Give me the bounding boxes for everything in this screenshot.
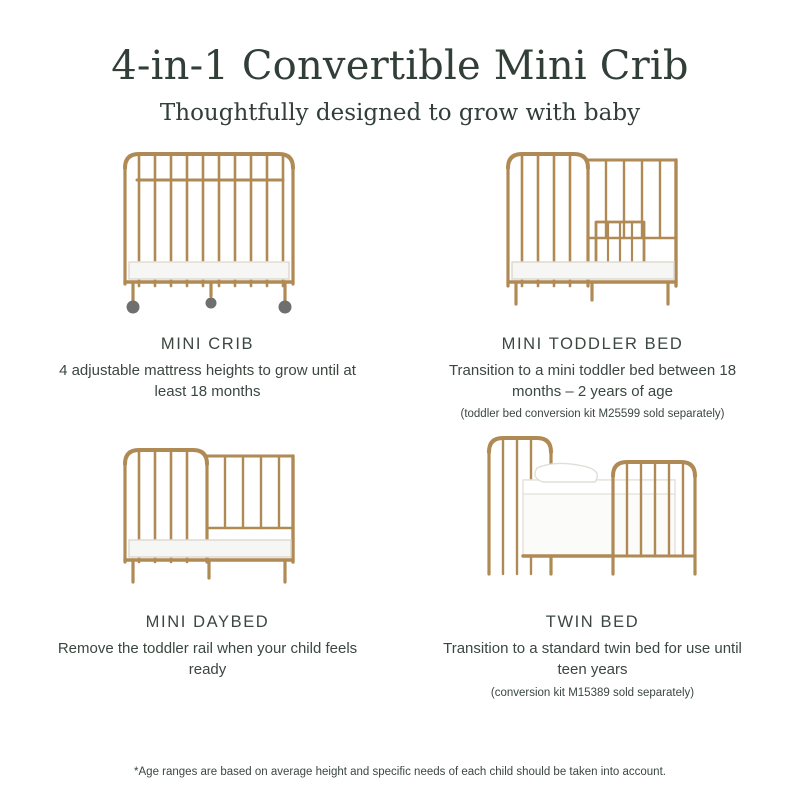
config-description: 4 adjustable mattress heights to grow until at least 18 months <box>59 361 356 400</box>
config-item-mini-daybed <box>20 424 395 699</box>
twin-bed-illustration <box>463 424 723 599</box>
config-name: MINI CRIB <box>160 334 255 353</box>
page-title: 4-in-1 Convertible Mini Crib <box>111 43 689 89</box>
mini-daybed-illustration <box>93 424 323 599</box>
mini-crib-illustration <box>93 146 323 321</box>
configurations-grid <box>20 146 780 699</box>
footnote: *Age ranges are based on average height and specific needs of each child should be taken into account. <box>134 766 666 778</box>
config-name: TWIN BED <box>545 613 640 632</box>
config-name: MINI DAYBED <box>145 613 270 632</box>
config-note: (conversion kit M15389 sold separately) <box>490 686 695 699</box>
config-description: Transition to a mini toddler bed between 18 months – 2 years of age <box>448 361 737 400</box>
config-item-mini-toddler-bed <box>405 146 780 421</box>
config-note: (toddler bed conversion kit M25599 sold separately) <box>460 408 725 421</box>
page-subtitle: Thoughtfully designed to grow with baby <box>159 100 641 126</box>
config-name: MINI TODDLER BED <box>501 334 684 353</box>
mini-toddler-bed-illustration <box>478 146 708 321</box>
config-item-twin-bed <box>405 424 780 699</box>
config-description: Remove the toddler rail when your child feels ready <box>57 640 358 679</box>
config-description: Transition to a standard twin bed for use until teen years <box>443 640 742 679</box>
config-item-mini-crib <box>20 146 395 421</box>
